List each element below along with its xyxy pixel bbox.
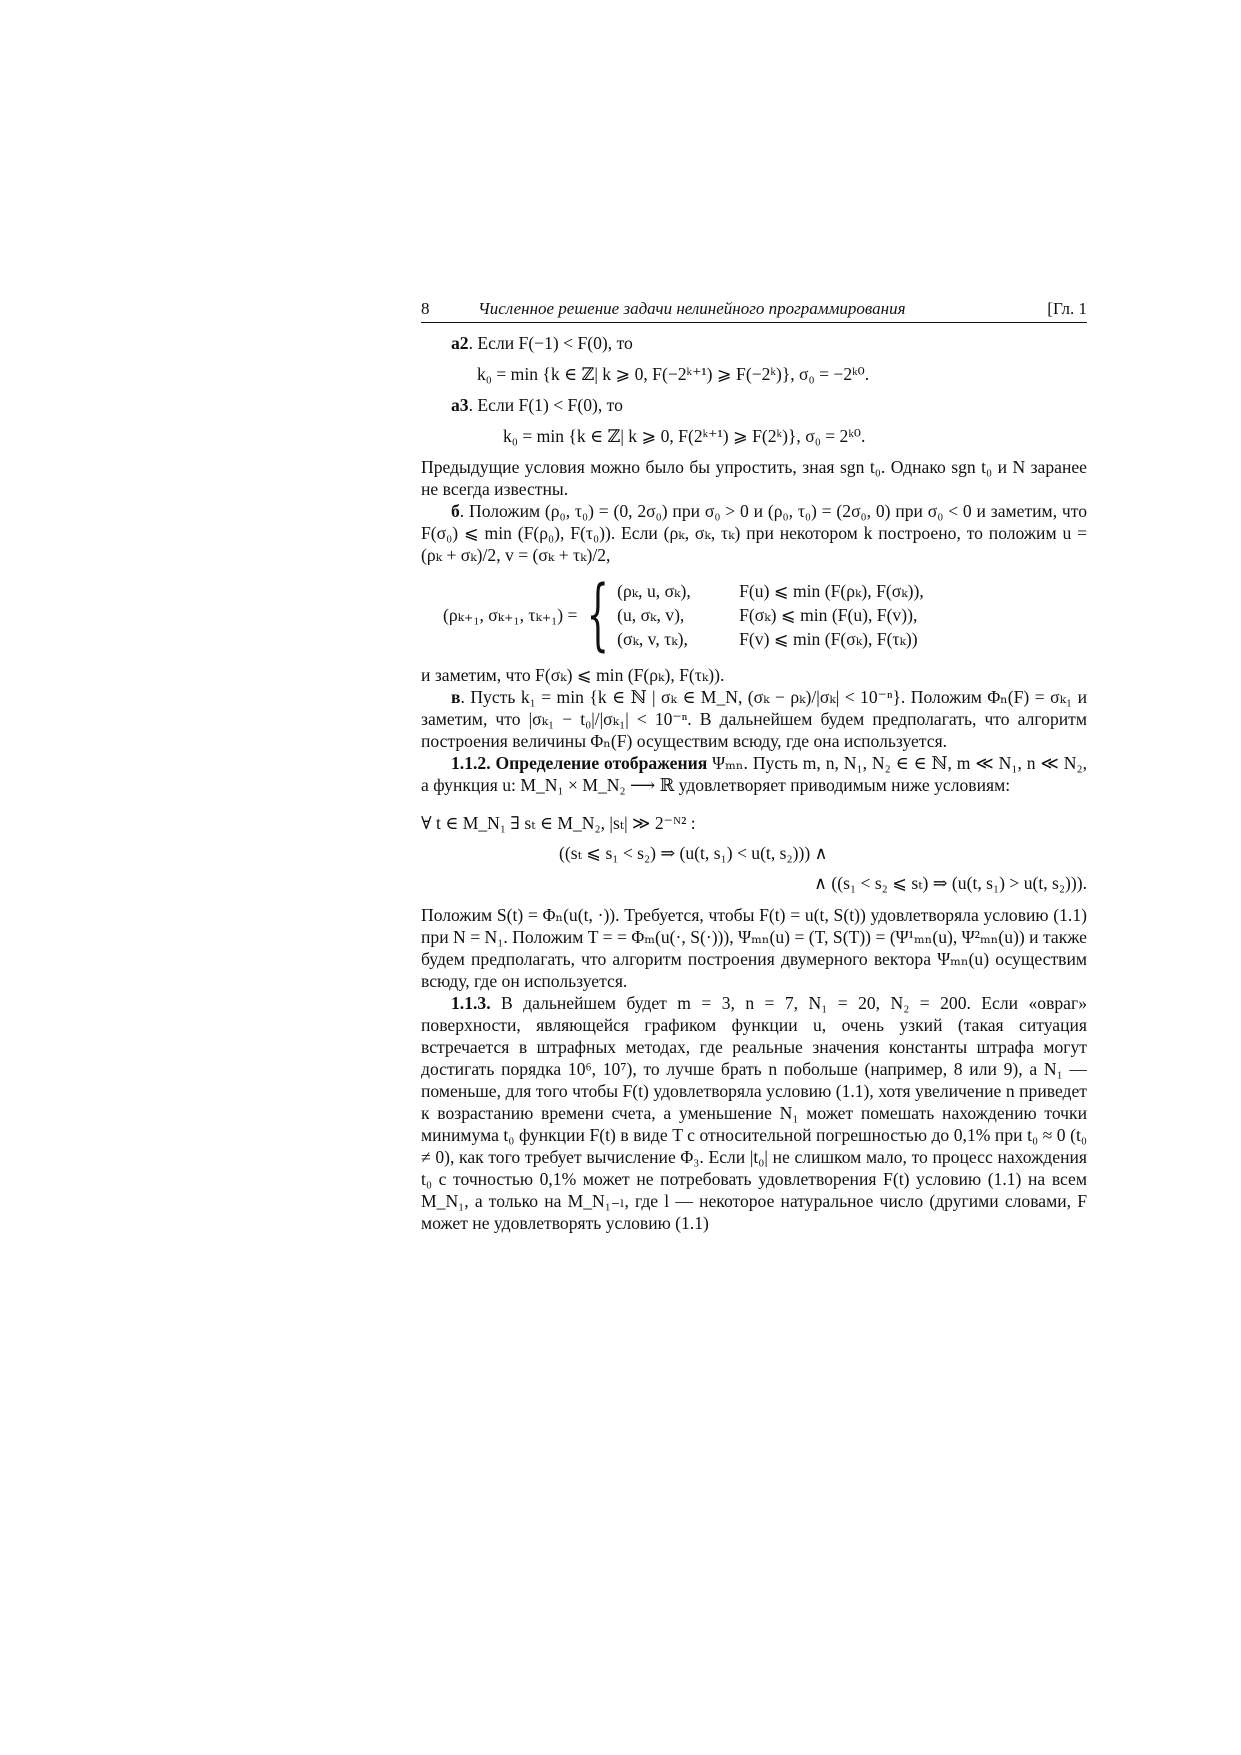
- item-a3-text: . Если F(1) < F(0), то: [468, 395, 623, 415]
- quantifier-formula: [421, 808, 1087, 898]
- piecewise-system: [443, 570, 1087, 660]
- paragraph-b-after: и заметим, что F(σₖ) ⩽ min (F(ρₖ), F(τₖ)).: [421, 665, 725, 685]
- item-b-text: . Положим (ρ₀, τ₀) = (0, 2σ₀) при σ₀ > 0 и (ρ₀, τ₀) = (2σ₀, 0) при σ₀ < 0 и заметим, что F(σ₀) ⩽ min (F(ρ₀), F(τ₀)). Если (ρₖ, σₖ, τₖ) при некотором k построено, то положим u = (ρₖ + σₖ)/2, v = (σₖ + τₖ)/2,: [421, 501, 1087, 565]
- case-condition: F(σₖ) ⩽ min (F(u), F(v)),: [739, 605, 918, 625]
- case-value: (ρₖ, u, σₖ),: [617, 581, 691, 601]
- left-brace: {: [587, 570, 610, 660]
- paragraph-1-1-2-after: Положим S(t) = Φₙ(u(t, ·)). Требуется, чтобы F(t) = u(t, S(t)) удовлетворяла условию (1.1) при N = N₁. Положим T = = Φₘ(u(·, S(·))), Ψₘₙ(u) = (T, S(T)) = (Ψ¹ₘₙ(u), Ψ²ₘₙ(u)) и также будем предполагать, что алгоритм построения двумерного вектора Ψₘₙ(u) осуществим всюду, где он используется.: [421, 905, 1087, 991]
- case-condition: F(u) ⩽ min (F(ρₖ), F(σₖ)),: [739, 581, 924, 601]
- quantifier-line-1: ∀ t ∈ M_N₁ ∃ sₜ ∈ M_N₂, |sₜ| ≫ 2⁻ᴺ² :: [421, 813, 696, 833]
- page-number: 8: [421, 299, 430, 318]
- item-v-text: . Пусть k₁ = min {k ∈ ℕ | σₖ ∈ M_N, (σₖ − ρₖ)/|σₖ| < 10⁻ⁿ}. Положим Φₙ(F) = σₖ₁ и заметим, что |σₖ₁ − t₀|/|σₖ₁| < 10⁻ⁿ. В дальнейшем будем предполагать, что алгоритм построения величины Φₙ(F) осуществим всюду, где она используется.: [421, 687, 1087, 751]
- chapter-label: [Гл. 1: [1047, 299, 1087, 318]
- section-1-1-2-text: Ψₘₙ. Пусть m, n, N₁, N₂ ∈ ∈ ℕ, m ≪ N₁, n ≪ N₂, а функция u: M_N₁ × M_N₂ ⟶ ℝ удовлетворяет приводимым ниже условиям:: [421, 753, 1087, 795]
- formula-a2: k₀ = min {k ∈ ℤ| k ⩾ 0, F(−2ᵏ⁺¹) ⩾ F(−2ᵏ)}, σ₀ = −2ᵏ⁰.: [477, 364, 870, 384]
- formula-a3: k₀ = min {k ∈ ℤ| k ⩾ 0, F(2ᵏ⁺¹) ⩾ F(2ᵏ)}, σ₀ = 2ᵏ⁰.: [503, 426, 866, 446]
- case-value: (u, σₖ, v),: [617, 605, 685, 625]
- item-a2-label: а2: [451, 333, 469, 353]
- section-1-1-3: [421, 992, 1087, 1234]
- quantifier-line-2: ((sₜ ⩽ s₁ < s₂) ⇒ (u(t, s₁) < u(t, s₂))) ∧: [559, 843, 828, 863]
- paragraph-previous-conditions: Предыдущие условия можно было бы упростить, зная sgn t₀. Однако sgn t₀ и N заранее не всегда известны.: [421, 457, 1087, 499]
- book-page: [421, 298, 1087, 1234]
- section-1-1-2: [421, 752, 1087, 796]
- item-b: [421, 500, 1087, 566]
- quantifier-line-3: ∧ ((s₁ < s₂ ⩽ sₜ) ⇒ (u(t, s₁) > u(t, s₂))).: [814, 873, 1087, 893]
- item-a2: [451, 332, 1087, 354]
- item-a3-label: а3: [451, 395, 469, 415]
- case-value: (σₖ, v, τₖ),: [617, 629, 688, 649]
- system-cases: [617, 580, 924, 650]
- item-a2-text: . Если F(−1) < F(0), то: [468, 333, 633, 353]
- item-b-label: б: [451, 501, 460, 521]
- section-1-1-2-heading: 1.1.2. Определение отображения: [451, 753, 708, 773]
- case-condition: F(v) ⩽ min (F(σₖ), F(τₖ)): [739, 629, 918, 649]
- running-head: [421, 298, 1087, 323]
- item-a3: [451, 394, 1087, 416]
- section-1-1-3-heading: 1.1.3.: [451, 993, 491, 1013]
- system-lhs: (ρₖ₊₁, σₖ₊₁, τₖ₊₁) =: [443, 605, 578, 625]
- running-title: Численное решение задачи нелинейного программирования: [478, 299, 906, 318]
- item-v: [421, 686, 1087, 752]
- section-1-1-3-text: В дальнейшем будет m = 3, n = 7, N₁ = 20, N₂ = 200. Если «овраг» поверхности, являющейся графиком функции u, очень узкий (такая ситуация встречается в штрафных методах, где реальные значения константы штрафа могут достигать порядка 10⁶, 10⁷), то лучше брать n побольше (например, 8 или 9), а N₁ — поменьше, для того чтобы F(t) удовлетворяла условию (1.1), хотя увеличение n приведет к возрастанию времени счета, а уменьшение N₁ может помешать нахождению точки минимума t₀ функции F(t) в виде T с относительной погрешностью до 0,1% при t₀ ≈ 0 (t₀ ≠ 0), как того требует вычисление Φ₃. Если |t₀| не слишком мало, то процесс нахождения t₀ с точностью 0,1% может не потребовать удовлетворения F(t) условию (1.1) на всем M_N₁, а только на M_N₁₋ₗ, где l — некоторое натуральное число (другими словами, F может не удовлетворять условию (1.1): [421, 993, 1087, 1233]
- item-v-label: в: [451, 687, 461, 707]
